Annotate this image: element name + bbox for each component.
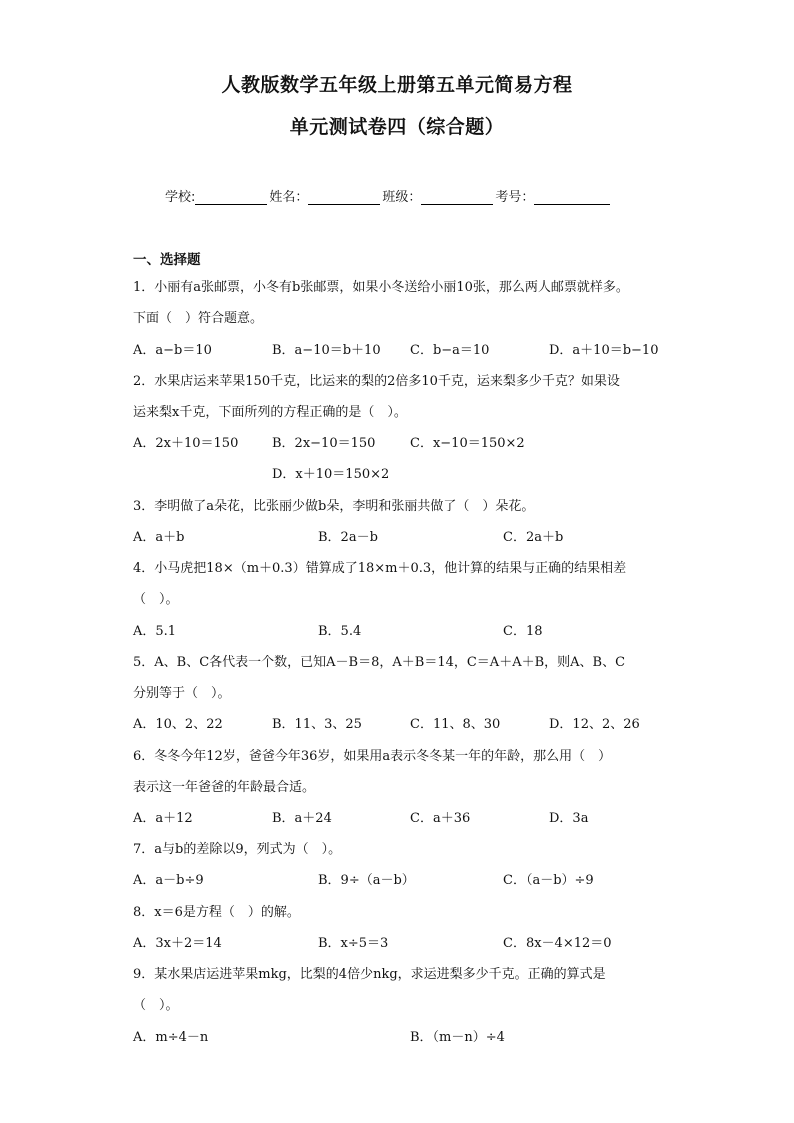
question-2-option-c[interactable]: C．x−10＝150×2 (410, 436, 525, 451)
class-blank[interactable] (421, 190, 493, 205)
question-6-line-2: 表示这一年爸爸的年龄最合适。 (133, 780, 316, 795)
question-2-option-d[interactable]: D．x＋10＝150×2 (272, 467, 390, 482)
question-1-line-1: 1．小丽有a张邮票，小冬有b张邮票，如果小冬送给小丽10张，那么两人邮票就样多。 (133, 280, 629, 295)
question-1-option-d[interactable]: D．a＋10＝b−10 (549, 343, 659, 358)
question-5-option-a[interactable]: A．10、2、22 (133, 717, 223, 732)
question-7-option-b[interactable]: B．9÷（a－b） (318, 873, 415, 888)
question-3-option-c[interactable]: C．2a＋b (503, 530, 564, 545)
question-2-line-1: 2．水果店运来苹果150千克，比运来的梨的2倍多10千克，运来梨多少千克？如果设 (133, 374, 620, 389)
question-8-option-c[interactable]: C．8x－4×12＝0 (503, 936, 612, 951)
number-label: 考号： (495, 190, 535, 205)
question-2-option-a[interactable]: A．2x＋10＝150 (133, 436, 239, 451)
question-5-line-2: 分别等于（ ）。 (133, 686, 231, 701)
question-7-line-1: 7．a与b的差除以9，列式为（ ）。 (133, 842, 342, 857)
question-4-option-b[interactable]: B．5.4 (318, 624, 362, 639)
question-9-line-2: （ ）。 (133, 998, 179, 1013)
name-blank[interactable] (308, 190, 380, 205)
question-6-option-b[interactable]: B．a＋24 (272, 811, 332, 826)
question-1-option-b[interactable]: B．a−10＝b＋10 (272, 343, 381, 358)
question-8-option-a[interactable]: A．3x＋2＝14 (133, 936, 222, 951)
page-subtitle: 单元测试卷四（综合题） (289, 116, 505, 138)
question-7-option-c[interactable]: C．（a－b）÷9 (503, 873, 594, 888)
question-4-option-a[interactable]: A．5.1 (133, 624, 177, 639)
school-blank[interactable] (195, 190, 267, 205)
page-title: 人教版数学五年级上册第五单元简易方程 (221, 74, 573, 96)
school-label: 学校: (165, 190, 196, 205)
question-5-line-1: 5．A、B、C各代表一个数，已知A－B＝8，A＋B＝14，C＝A＋A＋B，则A、B、C (133, 655, 626, 670)
section-title: 一、选择题 (133, 252, 201, 268)
name-label: 姓名： (269, 190, 309, 205)
question-1-option-a[interactable]: A．a−b＝10 (133, 343, 212, 358)
class-label: 班级： (382, 190, 422, 205)
question-4-line-1: 4．小马虎把18×（m＋0.3）错算成了18×m＋0.3，他计算的结果与正确的结果相差 (133, 561, 627, 576)
question-5-option-c[interactable]: C．11、8、30 (410, 717, 501, 732)
question-9-option-a[interactable]: A．m÷4－n (133, 1030, 209, 1045)
question-6-line-1: 6．冬冬今年12岁，爸爸今年36岁，如果用a表示冬冬某一年的年龄，那么用（ ） (133, 749, 612, 764)
question-6-option-c[interactable]: C．a＋36 (410, 811, 471, 826)
question-4-option-c[interactable]: C．18 (503, 624, 543, 639)
question-2-option-b[interactable]: B．2x−10＝150 (272, 436, 376, 451)
question-4-line-2: （ ）。 (133, 592, 179, 607)
question-3-option-b[interactable]: B．2a－b (318, 530, 378, 545)
question-3-line-1: 3．李明做了a朵花，比张丽少做b朵，李明和张丽共做了（ ）朵花。 (133, 499, 535, 514)
question-9-option-b[interactable]: B．（m－n）÷4 (410, 1030, 505, 1045)
question-2-line-2: 运来梨x千克，下面所列的方程正确的是（ ）。 (133, 405, 407, 420)
question-8-option-b[interactable]: B．x÷5＝3 (318, 936, 389, 951)
student-info-row (165, 186, 612, 205)
question-6-option-d[interactable]: D．3a (549, 811, 589, 826)
question-8-line-1: 8．x＝6是方程（ ）的解。 (133, 905, 300, 920)
question-5-option-d[interactable]: D．12、2、26 (549, 717, 640, 732)
question-1-option-c[interactable]: C．b−a＝10 (410, 343, 490, 358)
number-blank[interactable] (534, 190, 610, 205)
question-1-line-2: 下面（ ）符合题意。 (133, 311, 264, 326)
question-7-option-a[interactable]: A．a－b÷9 (133, 873, 204, 888)
question-9-line-1: 9．某水果店运进苹果mkg，比梨的4倍少nkg，求运进梨多少千克。正确的算式是 (133, 967, 606, 982)
question-3-option-a[interactable]: A．a＋b (133, 530, 185, 545)
question-6-option-a[interactable]: A．a＋12 (133, 811, 193, 826)
question-5-option-b[interactable]: B．11、3、25 (272, 717, 362, 732)
